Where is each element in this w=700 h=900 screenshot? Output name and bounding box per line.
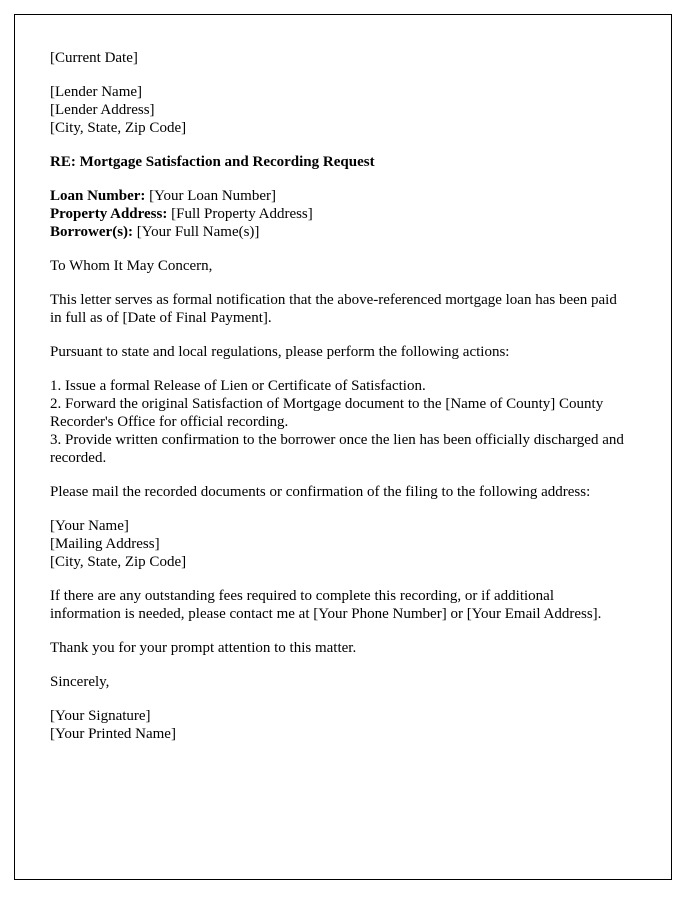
- loan-number-line: [50, 187, 641, 205]
- loan-number-value: [Your Loan Number]: [145, 188, 276, 204]
- borrowers-label: Borrower(s):: [50, 224, 134, 240]
- lender-address: [Lender Address]: [50, 102, 155, 118]
- action-item-2: 2. Forward the original Satisfaction of Mortgage document to the [Name of County] County Recorder's Office for official recording.: [50, 396, 604, 430]
- borrowers-value: [Your Full Name(s)]: [133, 224, 260, 240]
- property-address-value: [Full Property Address]: [167, 206, 313, 222]
- property-address-label: Property Address:: [50, 206, 168, 222]
- signature-block: [50, 707, 641, 743]
- action-item-1: 1. Issue a formal Release of Lien or Certificate of Satisfaction.: [50, 378, 426, 394]
- signature-line: [Your Signature]: [50, 708, 151, 724]
- paragraph-notification: This letter serves as formal notification that the above-referenced mortgage loan has been paid in full as of [Date of Final Payment].: [50, 292, 617, 326]
- date-block: [50, 49, 641, 67]
- action-item-3: 3. Provide written confirmation to the borrower once the lien has been officially discharged and recorded.: [50, 432, 624, 466]
- subject-line: RE: Mortgage Satisfaction and Recording Request: [50, 154, 375, 170]
- lender-name: [Lender Name]: [50, 84, 143, 100]
- borrowers-line: [50, 223, 641, 241]
- action-list-block: [50, 377, 641, 467]
- paragraph-fees: If there are any outstanding fees required to complete this recording, or if additional information is needed, please contact me at [Your Phone Number] or [Your Email Address].: [50, 588, 602, 622]
- closing: Sincerely,: [50, 674, 110, 690]
- your-name: [Your Name]: [50, 518, 129, 534]
- current-date: [Current Date]: [50, 50, 138, 66]
- loan-details-block: [50, 187, 641, 241]
- letter-page: [14, 14, 672, 880]
- mailing-address: [Mailing Address]: [50, 536, 160, 552]
- lender-city-state-zip: [City, State, Zip Code]: [50, 120, 187, 136]
- property-address-line: [50, 205, 641, 223]
- recipient-address-block: [50, 83, 641, 137]
- mailing-address-block: [50, 517, 641, 571]
- salutation: To Whom It May Concern,: [50, 258, 213, 274]
- paragraph-pursuant: Pursuant to state and local regulations, please perform the following actions:: [50, 344, 510, 360]
- subject-block: [50, 153, 641, 171]
- your-city-state-zip: [City, State, Zip Code]: [50, 554, 187, 570]
- paragraph-thanks: Thank you for your prompt attention to this matter.: [50, 640, 357, 656]
- paragraph-mail: Please mail the recorded documents or confirmation of the filing to the following address:: [50, 484, 591, 500]
- loan-number-label: Loan Number:: [50, 188, 146, 204]
- printed-name-line: [Your Printed Name]: [50, 726, 176, 742]
